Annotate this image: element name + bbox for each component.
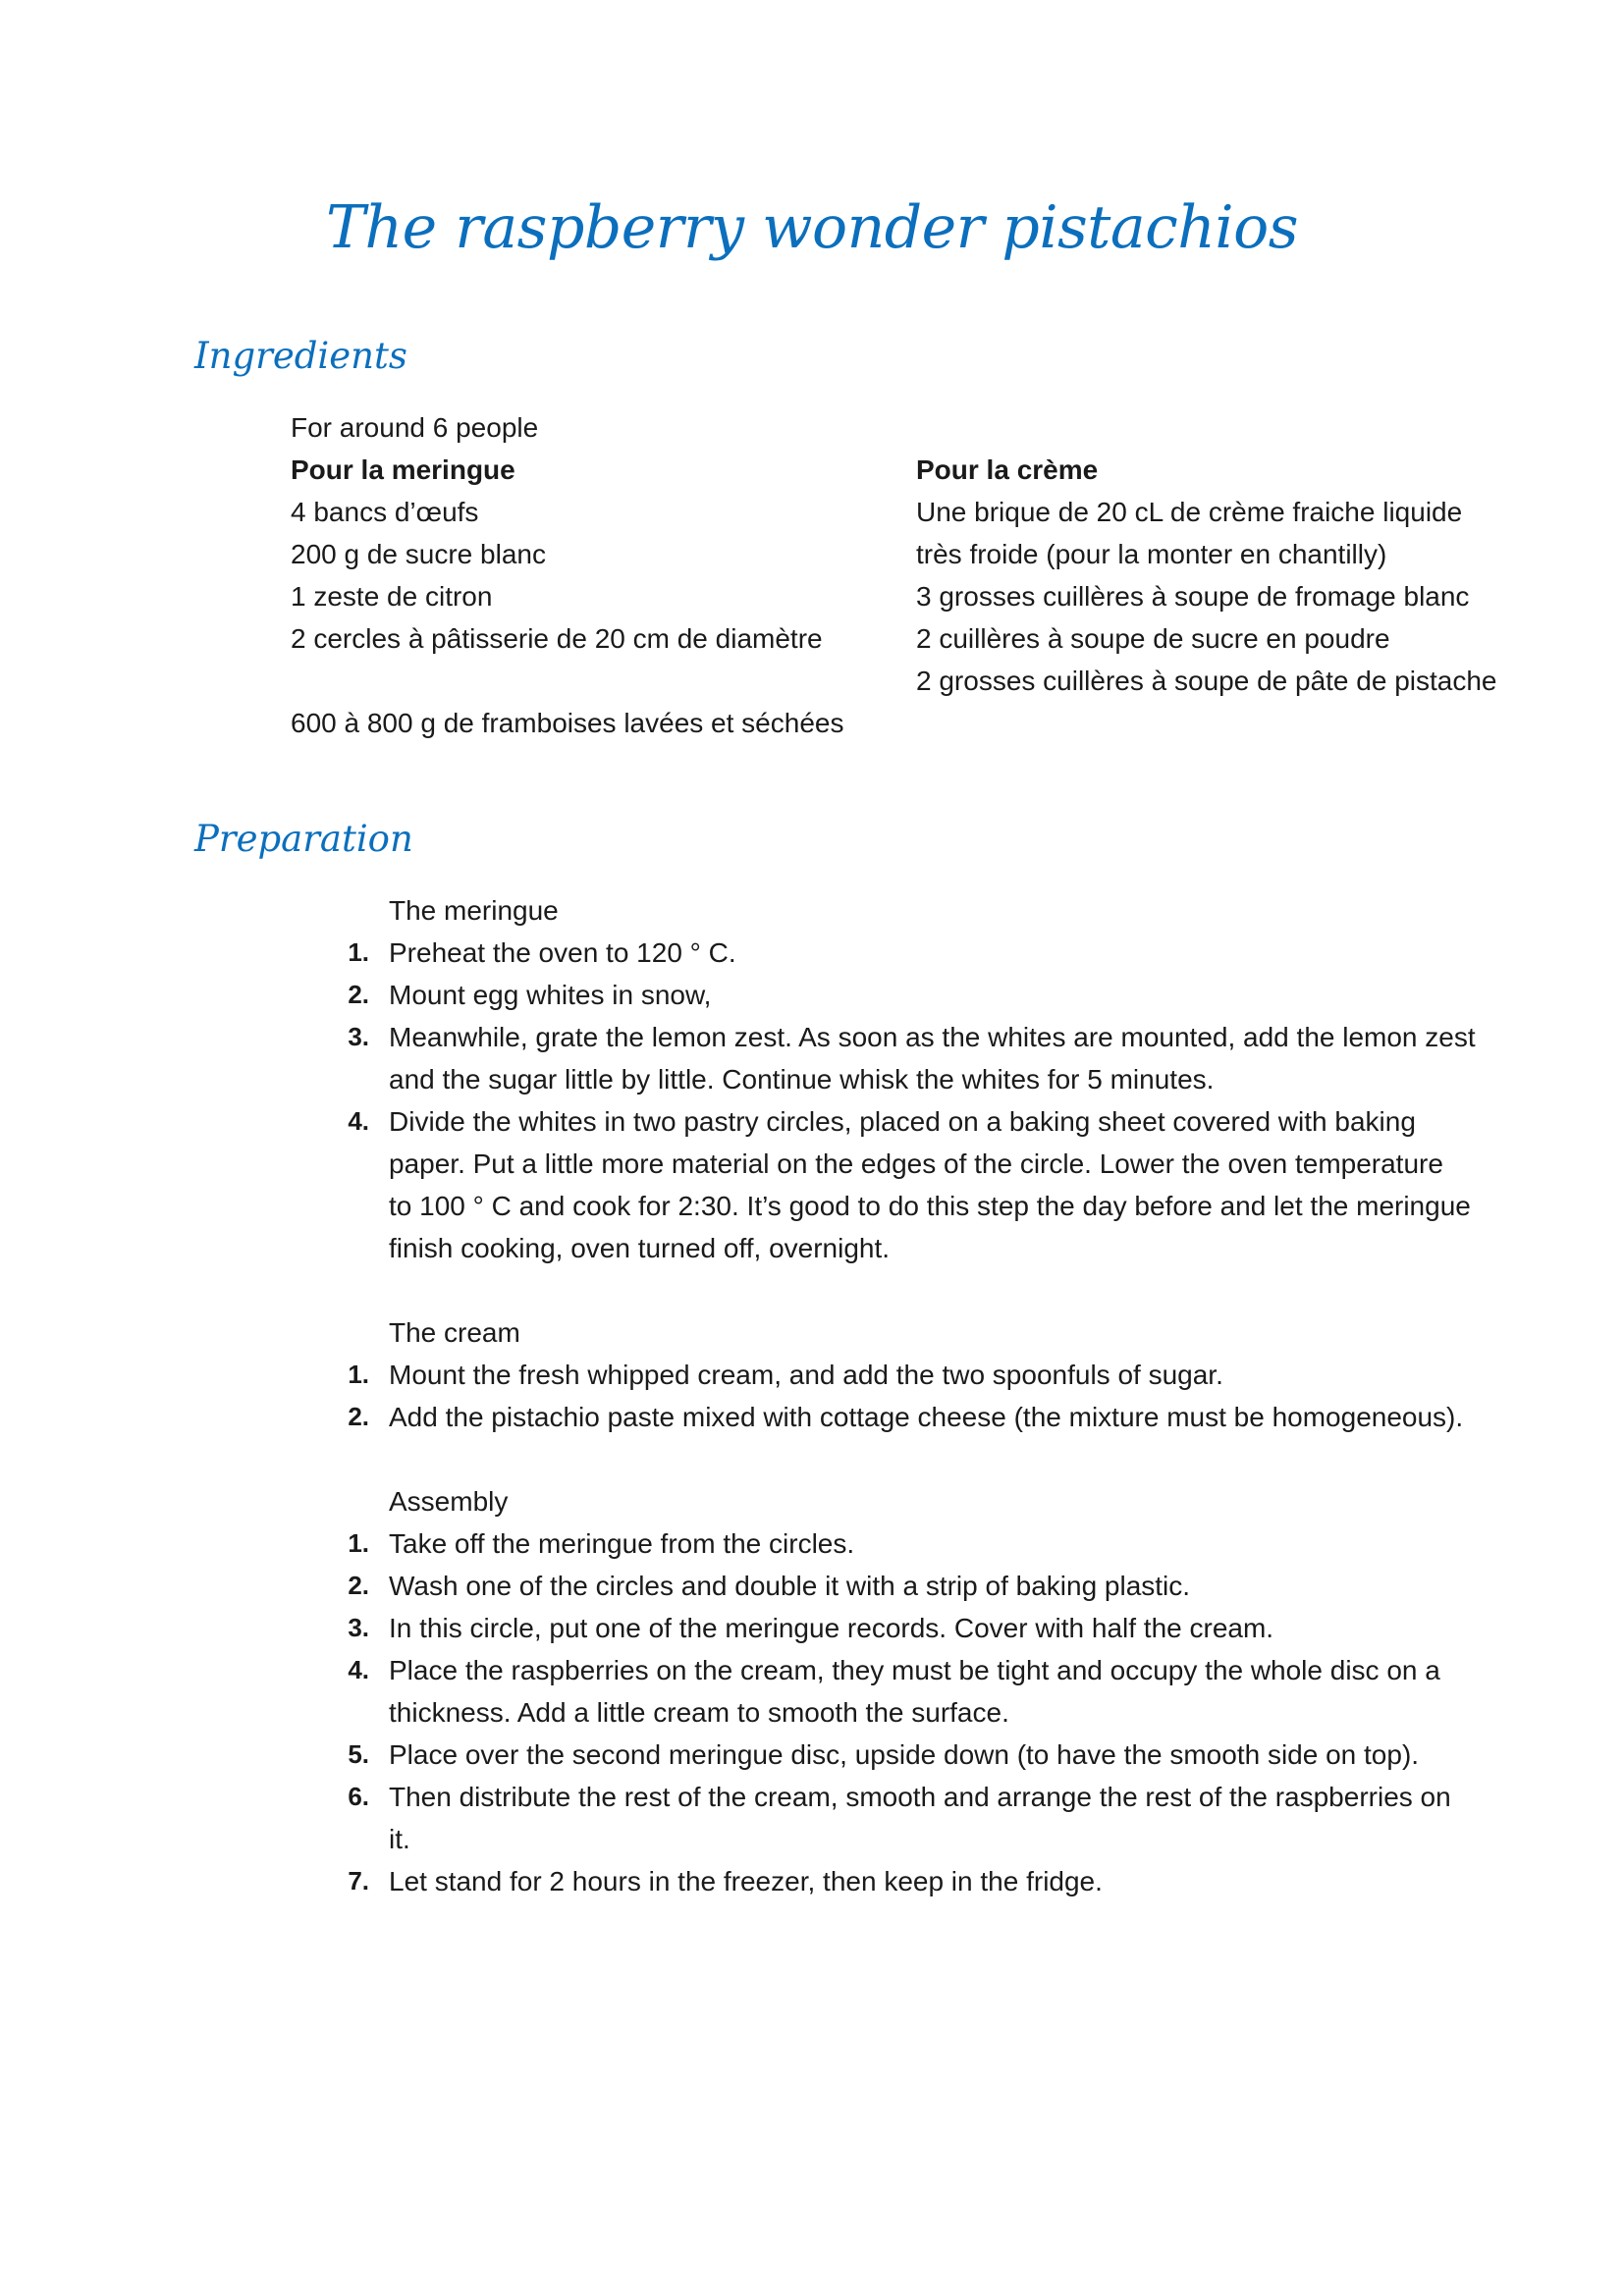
document-title: The raspberry wonder pistachios <box>325 193 1299 262</box>
ingredient-line: Une brique de 20 cL de crème fraiche liquide <box>916 497 1463 527</box>
step-text: Place over the second meringue disc, upside down (to have the smooth side on top). <box>389 1739 1420 1770</box>
step-text: paper. Put a little more material on the edges of the circle. Lower the oven temperature <box>389 1148 1443 1179</box>
step-text: thickness. Add a little cream to smooth the surface. <box>389 1697 1009 1728</box>
step-text: Meanwhile, grate the lemon zest. As soon as the whites are mounted, add the lemon zest <box>389 1022 1476 1052</box>
assembly-section-label: Assembly <box>389 1486 509 1517</box>
step-text: In this circle, put one of the meringue records. Cover with half the cream. <box>389 1613 1274 1643</box>
step-text: Preheat the oven to 120 ° C. <box>389 937 736 968</box>
meringue-ingredients-heading: Pour la meringue <box>291 454 515 485</box>
step-text: Place the raspberries on the cream, they must be tight and occupy the whole disc on a <box>389 1655 1440 1685</box>
creme-ingredients-heading: Pour la crème <box>916 454 1099 485</box>
step-text: Mount the fresh whipped cream, and add the two spoonfuls of sugar. <box>389 1360 1223 1390</box>
step-text: finish cooking, oven turned off, overnight. <box>389 1233 891 1263</box>
ingredient-item: 2 cercles à pâtisserie de 20 cm de diamètre <box>291 623 823 654</box>
step-text: Wash one of the circles and double it with a strip of baking plastic. <box>389 1571 1191 1601</box>
step-number: 3. <box>348 1022 369 1051</box>
cream-section-label: The cream <box>389 1317 520 1348</box>
step-text: Let stand for 2 hours in the freezer, then keep in the fridge. <box>389 1866 1103 1896</box>
ingredient-line: 3 grosses cuillères à soupe de fromage blanc <box>916 581 1470 612</box>
step-text: Mount egg whites in snow, <box>389 980 712 1010</box>
step-text: Take off the meringue from the circles. <box>389 1528 855 1559</box>
step-number: 2. <box>348 1571 369 1600</box>
step-number: 7. <box>348 1866 369 1896</box>
ingredient-item: 200 g de sucre blanc <box>291 539 546 569</box>
step-number: 6. <box>348 1782 369 1811</box>
raspberries-ingredient: 600 à 800 g de framboises lavées et séchées <box>291 708 844 738</box>
ingredients-heading: Ingredients <box>194 335 407 377</box>
step-text: Then distribute the rest of the cream, smooth and arrange the rest of the raspberries on <box>389 1782 1451 1812</box>
step-number: 2. <box>348 980 369 1009</box>
step-number: 1. <box>348 1528 369 1558</box>
ingredient-line: 2 grosses cuillères à soupe de pâte de pistache <box>916 666 1497 696</box>
step-number: 2. <box>348 1402 369 1431</box>
ingredient-line: 2 cuillères à soupe de sucre en poudre <box>916 623 1390 654</box>
ingredient-line: très froide (pour la monter en chantilly) <box>916 539 1387 569</box>
ingredient-item: 4 bancs d’œufs <box>291 497 479 527</box>
step-text: it. <box>389 1824 410 1854</box>
preparation-heading: Preparation <box>194 818 413 860</box>
step-text: Add the pistachio paste mixed with cottage cheese (the mixture must be homogeneous). <box>389 1402 1464 1432</box>
step-number: 4. <box>348 1106 369 1136</box>
step-text: Divide the whites in two pastry circles, placed on a baking sheet covered with baking <box>389 1106 1416 1137</box>
ingredient-item: 1 zeste de citron <box>291 581 493 612</box>
step-text: and the sugar little by little. Continue whisk the whites for 5 minutes. <box>389 1064 1215 1095</box>
step-number: 1. <box>348 937 369 967</box>
step-number: 3. <box>348 1613 369 1642</box>
step-number: 5. <box>348 1739 369 1769</box>
step-text: to 100 ° C and cook for 2:30. It’s good to do this step the day before and let the meringue <box>389 1191 1471 1221</box>
step-number: 1. <box>348 1360 369 1389</box>
step-number: 4. <box>348 1655 369 1684</box>
servings-text: For around 6 people <box>291 412 539 443</box>
meringue-section-label: The meringue <box>389 895 559 926</box>
